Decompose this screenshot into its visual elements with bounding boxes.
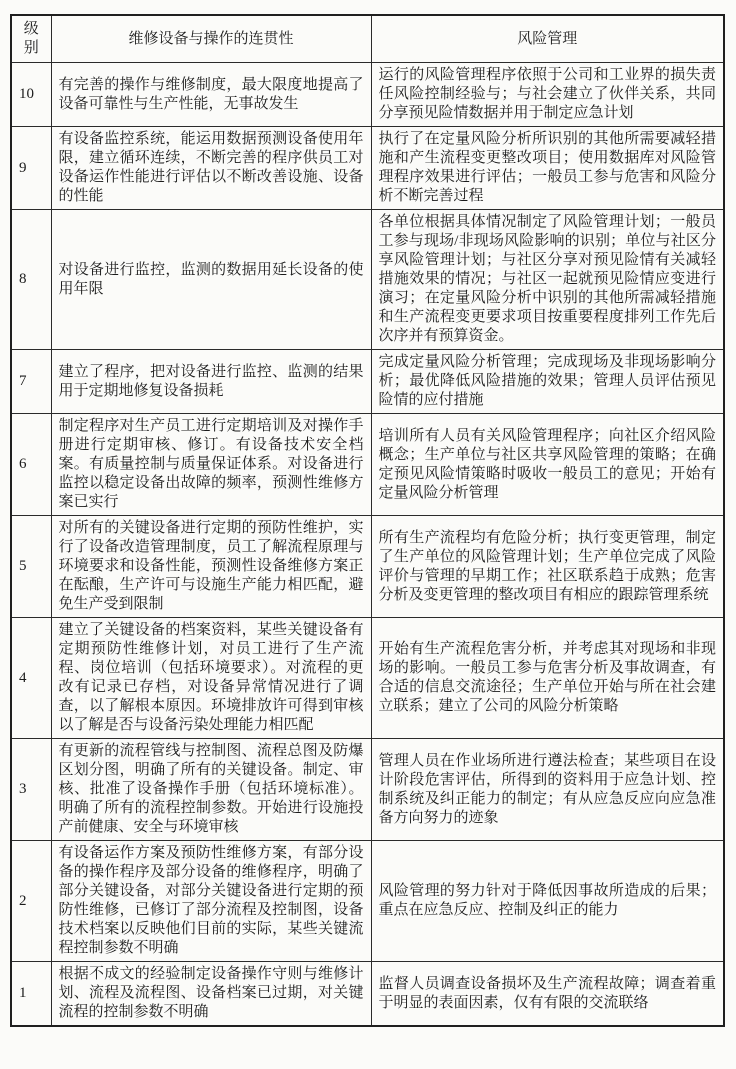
level-cell: 8 — [11, 210, 51, 350]
maintenance-cell: 建立了关键设备的档案资料，某些关键设备有定期预防性维修计划，对员工进行了生产流程、岗位培训（包括环境要求）。对流程的更改有记录已存档，对设备异常情况进行了调查，以了解根本原因。环境排放许可得到审核以了解是否与设备污染处理能力相匹配 — [51, 618, 371, 739]
risk-cell: 培训所有人员有关风险管理程序；向社区介绍风险概念；生产单位与社区共享风险管理的策略；在确定预见风险情策略时吸收一般员工的意见；开始有定量风险分析管理 — [371, 414, 724, 516]
level-cell: 2 — [11, 841, 51, 962]
level-cell: 1 — [11, 962, 51, 1027]
level-cell: 3 — [11, 739, 51, 841]
maturity-rating-table — [10, 14, 725, 1027]
level-cell: 9 — [11, 127, 51, 210]
table-row — [11, 516, 724, 618]
maintenance-cell: 有完善的操作与维修制度，最大限度地提高了设备可靠性与生产性能，无事故发生 — [51, 63, 371, 127]
table-row — [11, 618, 724, 739]
table-row — [11, 962, 724, 1027]
table-row — [11, 210, 724, 350]
maintenance-cell: 有设备监控系统，能运用数据预测设备使用年限，建立循环连续，不断完善的程序供员工对设备运作性能进行评估以不断改善设施、设备的性能 — [51, 127, 371, 210]
risk-cell: 各单位根据具体情况制定了风险管理计划；一般员工参与现场/非现场风险影响的识别；单位与社区分享风险管理计划；与社区分享对预见险情有关减轻措施效果的情况；与社区一起就预见险情应变进行演习；在定量风险分析中识别的其他所需减轻措施和生产流程变更要求项目按重要程度排列工作先后次序并有预算资金。 — [371, 210, 724, 350]
maintenance-cell: 制定程序对生产员工进行定期培训及对操作手册进行定期审核、修订。有设备技术安全档案。有质量控制与质量保证体系。对设备进行监控以稳定设备出故障的频率，预测性维修方案已实行 — [51, 414, 371, 516]
risk-cell: 监督人员调查设备损坏及生产流程故障；调查着重于明显的表面因素，仅有有限的交流联络 — [371, 962, 724, 1027]
maintenance-cell: 对设备进行监控，监测的数据用延长设备的使用年限 — [51, 210, 371, 350]
risk-cell: 完成定量风险分析管理；完成现场及非现场影响分析；最优降低风险措施的效果；管理人员评估预见险情的应付措施 — [371, 350, 724, 414]
table-row — [11, 63, 724, 127]
level-cell: 4 — [11, 618, 51, 739]
table-row — [11, 127, 724, 210]
risk-cell: 运行的风险管理程序依照于公司和工业界的损失责任风险控制经验与；与社会建立了伙伴关系，共同分享预见险情数据并用于制定应急计划 — [371, 63, 724, 127]
table-row — [11, 350, 724, 414]
level-cell: 6 — [11, 414, 51, 516]
maintenance-cell: 对所有的关键设备进行定期的预防性维护，实行了设备改造管理制度，员工了解流程原理与环境要求和设备性能，预测性设备维修方案正在酝酿，生产许可与设施生产能力相匹配，避免生产受到限制 — [51, 516, 371, 618]
risk-cell: 所有生产流程均有危险分析；执行变更管理，制定了生产单位的风险管理计划；生产单位完成了风险评价与管理的早期工作；社区联系趋于成熟；危害分析及变更管理的整改项目有相应的跟踪管理系统 — [371, 516, 724, 618]
table-row — [11, 841, 724, 962]
level-cell: 10 — [11, 63, 51, 127]
table-header-row — [11, 15, 724, 63]
risk-cell: 管理人员在作业场所进行遵法检查；某些项目在设计阶段危害评估，所得到的资料用于应急计划、控制系统及纠正能力的制定；有从应急反应向应急准备方向努力的迹象 — [371, 739, 724, 841]
maintenance-cell: 建立了程序，把对设备进行监控、监测的结果用于定期地修复设备损耗 — [51, 350, 371, 414]
header-maintenance: 维修设备与操作的连贯性 — [51, 15, 371, 63]
risk-cell: 开始有生产流程危害分析，并考虑其对现场和非现场的影响。一般员工参与危害分析及事故调查，有合适的信息交流途径；生产单位开始与所在社会建立联系；建立了公司的风险分析策略 — [371, 618, 724, 739]
level-cell: 7 — [11, 350, 51, 414]
header-level: 级别 — [11, 15, 51, 63]
risk-cell: 风险管理的努力针对于降低因事故所造成的后果；重点在应急反应、控制及纠正的能力 — [371, 841, 724, 962]
maintenance-cell: 根据不成文的经验制定设备操作守则与维修计划、流程及流程图、设备档案已过期，对关键流程的控制参数不明确 — [51, 962, 371, 1027]
maintenance-cell: 有更新的流程管线与控制图、流程总图及防爆区划分图，明确了所有的关键设备。制定、审核、批准了设备操作手册（包括环境标准）。明确了所有的流程控制参数。开始进行设施投产前健康、安全与环境审核 — [51, 739, 371, 841]
maintenance-cell: 有设备运作方案及预防性维修方案，有部分设备的操作程序及部分设备的维修程序，明确了部分关键设备，对部分关键设备进行定期的预防性维修，已修订了部分流程及控制图，设备技术档案以反映他们目前的实际，某些关键流程控制参数不明确 — [51, 841, 371, 962]
risk-cell: 执行了在定量风险分析所识别的其他所需要减轻措施和产生流程变更整改项目；使用数据库对风险管理程序效果进行评估；一般员工参与危害和风险分析不断完善过程 — [371, 127, 724, 210]
level-cell: 5 — [11, 516, 51, 618]
header-risk: 风险管理 — [371, 15, 724, 63]
table-row — [11, 414, 724, 516]
table-row — [11, 739, 724, 841]
